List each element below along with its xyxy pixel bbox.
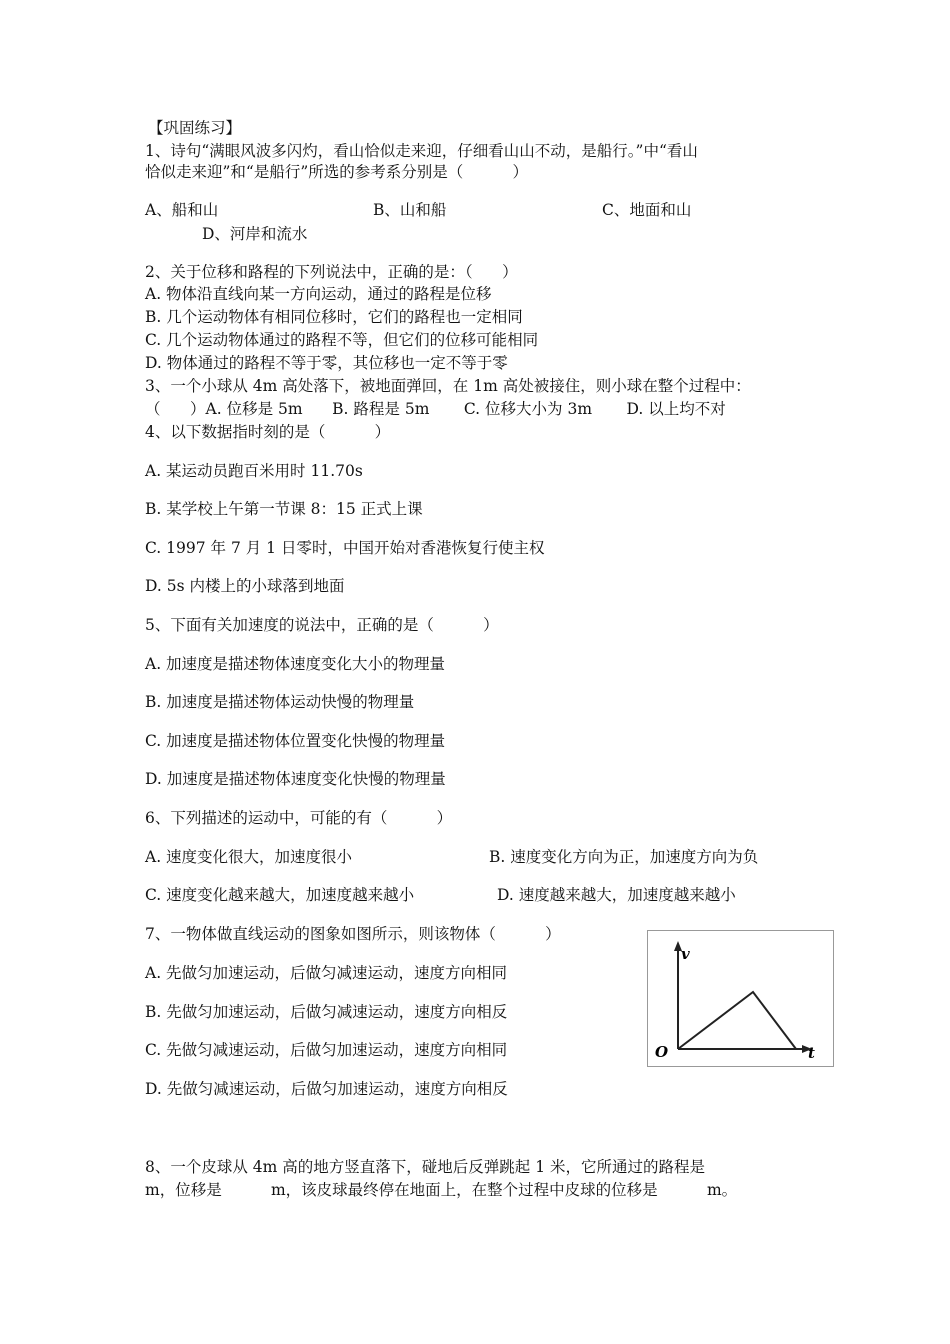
q6-option-a: A. 速度变化很大，加速度很小 (145, 848, 353, 866)
section-title: 【巩固练习】 (148, 119, 242, 137)
q7-option-b: B. 先做匀加速运动，后做匀减速运动，速度方向相反 (145, 1003, 508, 1021)
q2-option-d: D. 物体通过的路程不等于零，其位移也一定不等于零 (145, 354, 508, 372)
velocity-line (678, 992, 796, 1049)
q5-option-d: D. 加速度是描述物体速度变化快慢的物理量 (145, 770, 446, 788)
q4-option-d: D. 5s 内楼上的小球落到地面 (145, 577, 345, 595)
q1-stem-line2: 恰似走来迎”和“是船行”所选的参考系分别是（ ） (145, 163, 529, 181)
q4-option-c: C. 1997 年 7 月 1 日零时，中国开始对香港恢复行使主权 (145, 539, 545, 557)
origin-label: O (655, 1043, 669, 1061)
v-axis-label: v (681, 945, 690, 963)
q1-option-c: C、地面和山 (602, 201, 692, 219)
q5-stem: 5、下面有关加速度的说法中，正确的是（ ） (145, 616, 499, 634)
q4-stem: 4、以下数据指时刻的是（ ） (145, 423, 391, 441)
q4-option-a: A. 某运动员跑百米用时 11.70s (145, 462, 363, 480)
q5-option-a: A. 加速度是描述物体速度变化大小的物理量 (145, 655, 446, 673)
vt-graph-figure (647, 930, 834, 1067)
q6-stem: 6、下列描述的运动中，可能的有（ ） (145, 809, 453, 827)
q7-option-a: A. 先做匀加速运动，后做匀减速运动，速度方向相同 (145, 964, 508, 982)
q6-option-c: C. 速度变化越来越大，加速度越来越小 (145, 886, 415, 904)
q2-option-c: C. 几个运动物体通过的路程不等，但它们的位移可能相同 (145, 331, 539, 349)
q2-stem: 2、关于位移和路程的下列说法中，正确的是：（ ） (145, 263, 518, 281)
q6-option-d: D. 速度越来越大，加速度越来越小 (497, 886, 736, 904)
q3-stem-line1: 3、一个小球从 4m 高处落下，被地面弹回，在 1m 高处被接住，则小球在整个过程中： (145, 377, 751, 395)
vt-graph (648, 931, 835, 1068)
q1-option-a: A、船和山 (145, 201, 219, 219)
q5-option-b: B. 加速度是描述物体运动快慢的物理量 (145, 693, 415, 711)
q2-option-b: B. 几个运动物体有相同位移时，它们的路程也一定相同 (145, 308, 523, 326)
q2-option-a: A. 物体沿直线向某一方向运动，通过的路程是位移 (145, 285, 492, 303)
q7-option-d: D. 先做匀减速运动，后做匀加速运动，速度方向相反 (145, 1080, 508, 1098)
q1-stem-line1: 1、诗句“满眼风波多闪灼，看山恰似走来迎，仔细看山山不动，是船行。”中“看山 (145, 142, 698, 160)
t-axis-label: t (808, 1044, 815, 1062)
q1-option-d: D、河岸和流水 (202, 225, 308, 243)
q8-stem-line1: 8、一个皮球从 4m 高的地方竖直落下，碰地后反弹跳起 1 米，它所通过的路程是 (145, 1158, 705, 1176)
q4-option-b: B. 某学校上午第一节课 8：15 正式上课 (145, 500, 423, 518)
q6-option-b: B. 速度变化方向为正，加速度方向为负 (489, 848, 759, 866)
q3-stem-line2: （ ）A. 位移是 5m B. 路程是 5m C. 位移大小为 3m D. 以上均不对 (145, 400, 726, 418)
q8-stem-line2: m，位移是 m，该皮球最终停在地面上，在整个过程中皮球的位移是 m。 (145, 1181, 738, 1199)
q7-option-c: C. 先做匀减速运动，后做匀加速运动，速度方向相同 (145, 1041, 508, 1059)
q7-stem: 7、一物体做直线运动的图象如图所示，则该物体（ ） (145, 925, 561, 943)
q5-option-c: C. 加速度是描述物体位置变化快慢的物理量 (145, 732, 446, 750)
q1-option-b: B、山和船 (373, 201, 447, 219)
